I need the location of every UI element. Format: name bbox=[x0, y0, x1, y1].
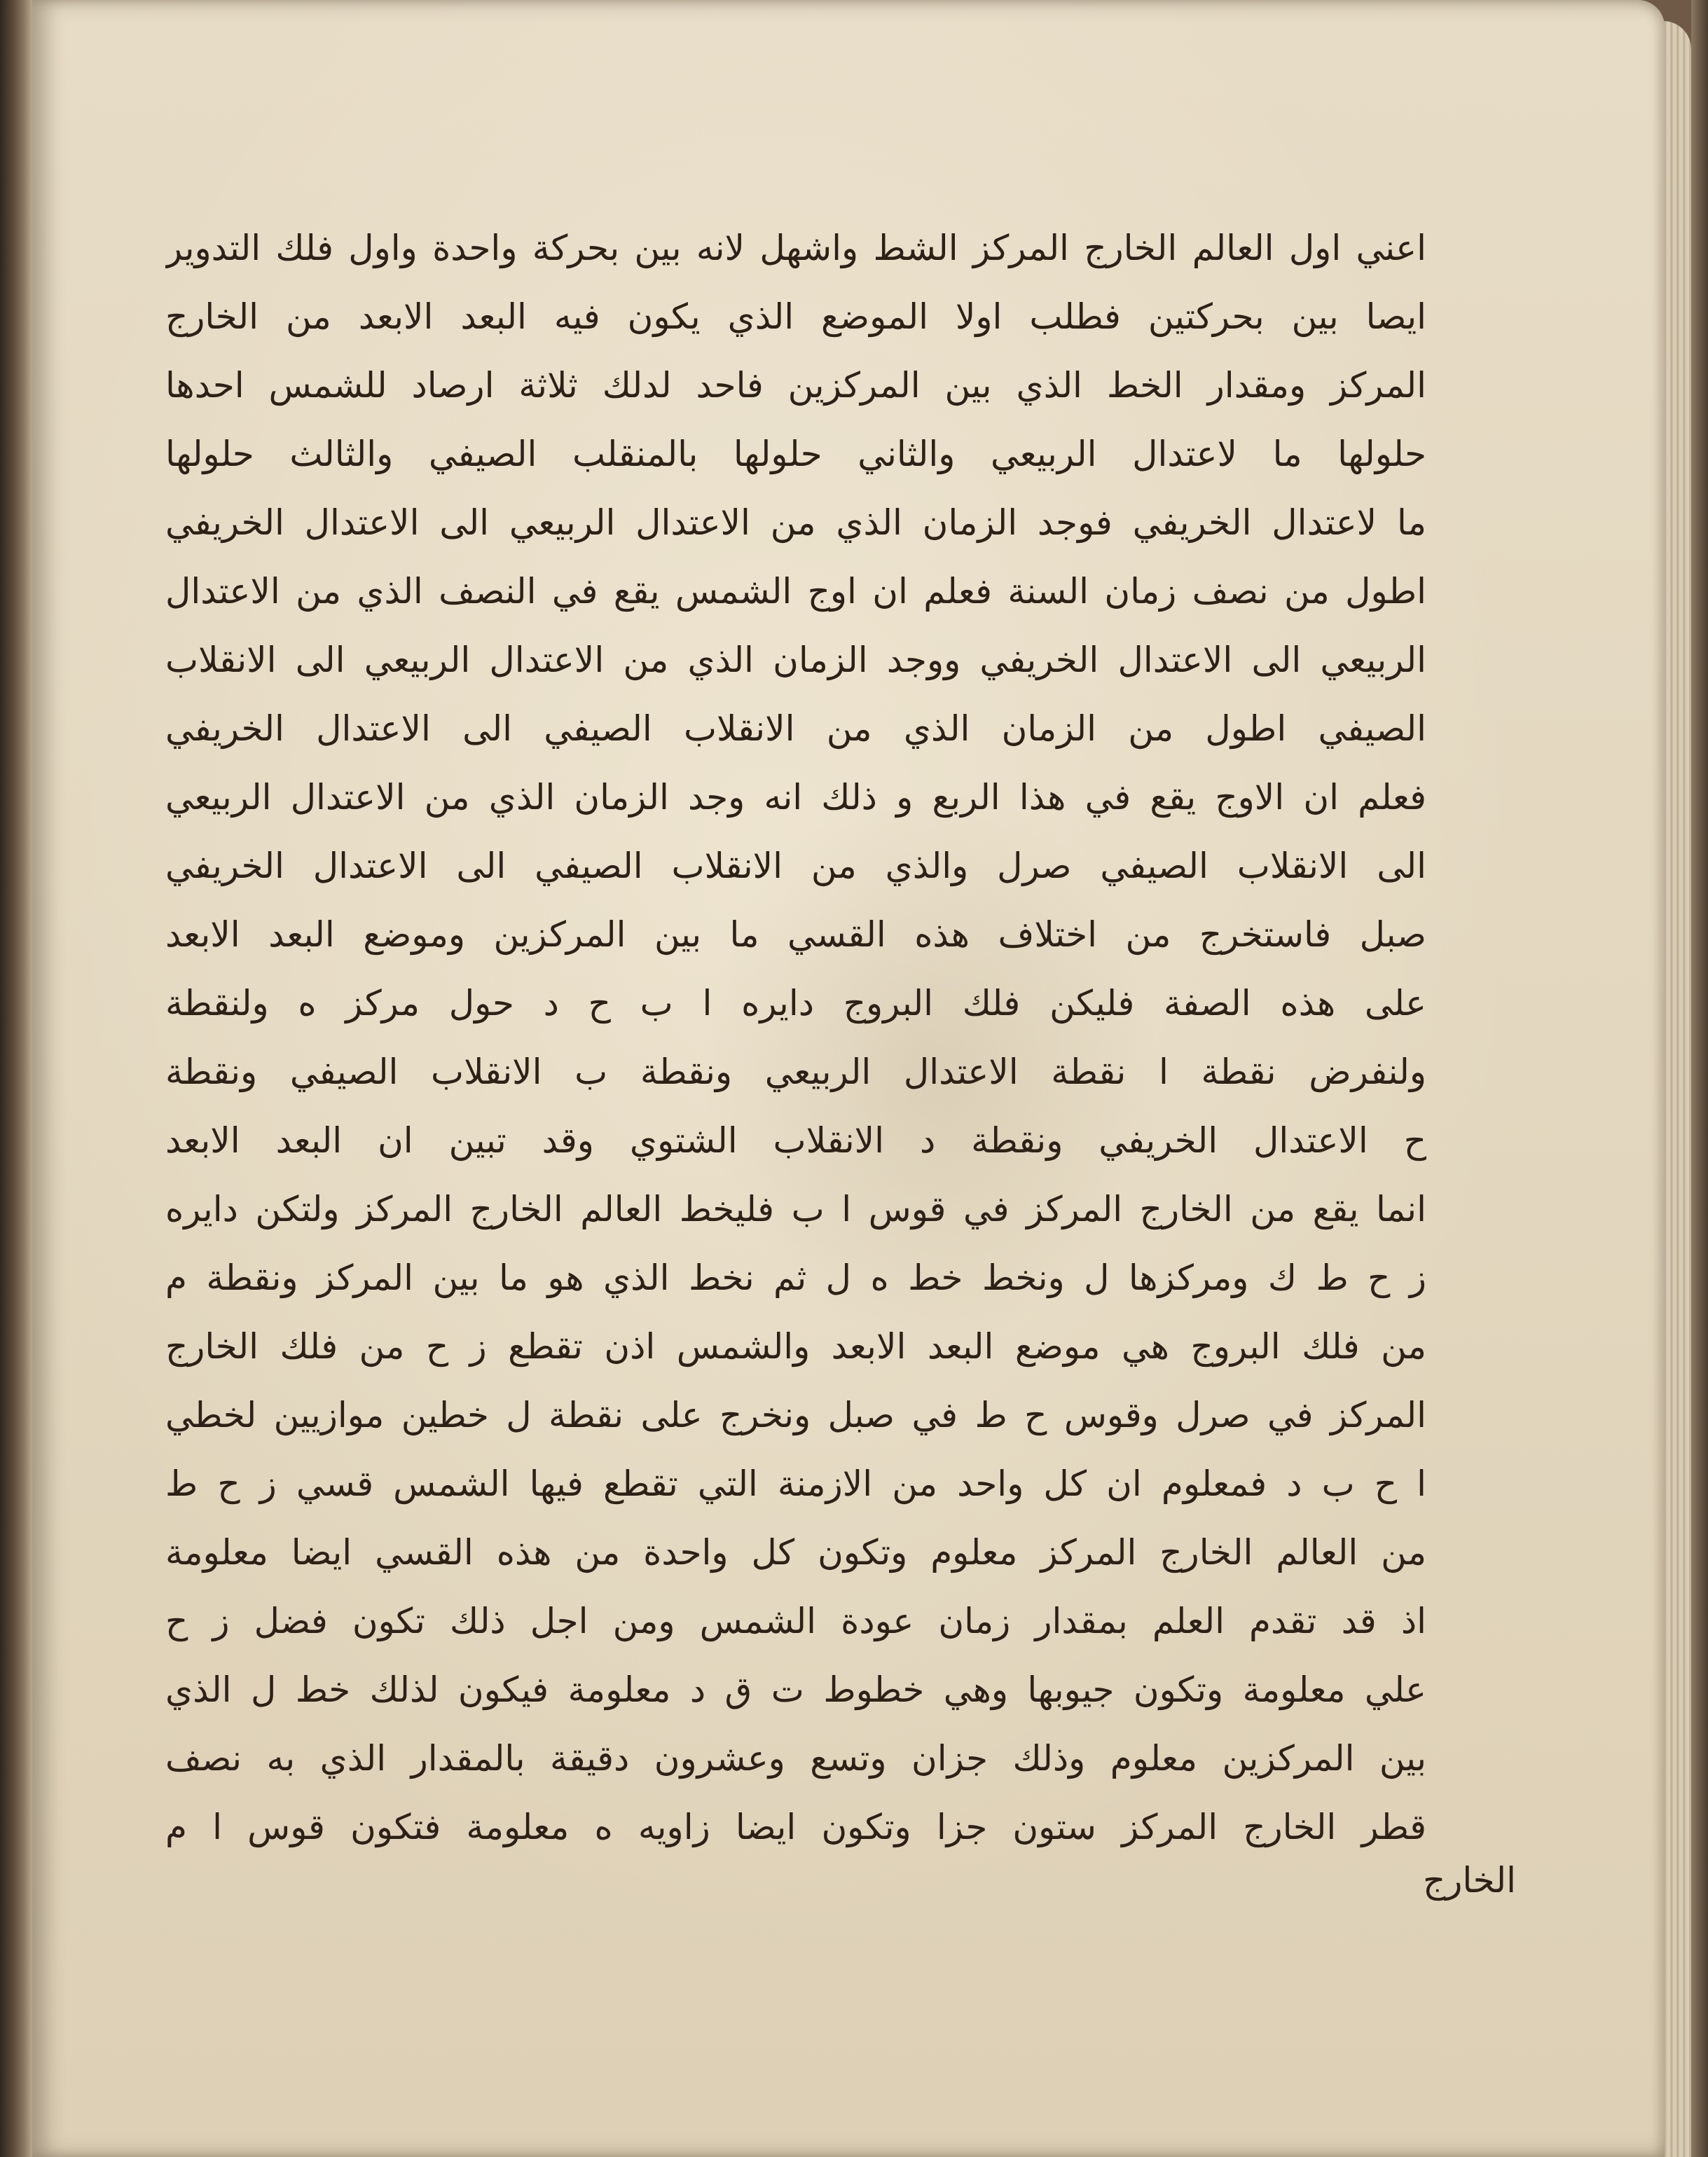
margin-note: الخارج bbox=[1423, 1860, 1517, 1901]
manuscript-line-5: ما لاعتدال الخريفي فوجد الزمان الذي من الاعتدال الربيعي الى الاعتدال الخريفي bbox=[165, 502, 1426, 543]
cover-board-edge bbox=[1691, 0, 1708, 2157]
manuscript-line-9: فعلم ان الاوج يقع في هذا الربع و ذلك انه وجد الزمان الذي من الاعتدال الربيعي bbox=[165, 777, 1426, 818]
manuscript-line-23: بين المركزين معلوم وذلك جزان وتسع وعشرون دقيقة بالمقدار الذي به نصف bbox=[165, 1738, 1426, 1779]
manuscript-line-12: على هذه الصفة فليكن فلك البروج دايره ا ب ح د حول مركز ه ولنقطة bbox=[165, 983, 1426, 1024]
manuscript-line-24: قطر الخارج المركز ستون جزا وتكون ايضا زاويه ه معلومة فتكون قوس ا م bbox=[165, 1807, 1426, 1847]
manuscript-line-3: المركز ومقدار الخط الذي بين المركزين فاحد لدلك ثلاثة ارصاد للشمس احدها bbox=[165, 365, 1426, 406]
manuscript-line-8: الصيفي اطول من الزمان الذي من الانقلاب الصيفي الى الاعتدال الخريفي bbox=[165, 708, 1426, 749]
book-spine bbox=[0, 0, 32, 2157]
manuscript-line-22: علي معلومة وتكون جيوبها وهي خطوط ت ق د معلومة فيكون لذلك خط ل الذي bbox=[165, 1669, 1426, 1710]
manuscript-line-6: اطول من نصف زمان السنة فعلم ان اوج الشمس يقع في النصف الذي من الاعتدال bbox=[165, 571, 1426, 612]
manuscript-line-19: ا ح ب د فمعلوم ان كل واحد من الازمنة التي تقطع فيها الشمس قسي ز ح ط bbox=[165, 1463, 1426, 1504]
manuscript-line-13: ولنفرض نقطة ا نقطة الاعتدال الربيعي ونقطة ب الانقلاب الصيفي ونقطة bbox=[165, 1052, 1426, 1092]
manuscript-line-21: اذ قد تقدم العلم بمقدار زمان عودة الشمس ومن اجل ذلك تكون فضل ز ح bbox=[165, 1601, 1426, 1641]
manuscript-line-20: من العالم الخارج المركز معلوم وتكون كل واحدة من هذه القسي ايضا معلومة bbox=[165, 1532, 1426, 1573]
manuscript-line-2: ايصا بين بحركتين فطلب اولا الموضع الذي يكون فيه البعد الابعد من الخارج bbox=[165, 296, 1426, 337]
manuscript-line-10: الى الانقلاب الصيفي صرل والذي من الانقلاب الصيفي الى الاعتدال الخريفي bbox=[165, 846, 1426, 886]
manuscript-line-7: الربيعي الى الاعتدال الخريفي ووجد الزمان الذي من الاعتدال الربيعي الى الانقلاب bbox=[165, 640, 1426, 680]
manuscript-line-11: صبل فاستخرج من اختلاف هذه القسي ما بين المركزين وموضع البعد الابعد bbox=[165, 914, 1426, 955]
manuscript-line-18: المركز في صرل وقوس ح ط في صبل ونخرج على نقطة ل خطين موازيين لخطي bbox=[165, 1395, 1426, 1435]
manuscript-line-15: انما يقع من الخارج المركز في قوس ا ب فليخط العالم الخارج المركز ولتكن دايره bbox=[165, 1189, 1426, 1229]
manuscript-line-4: حلولها ما لاعتدال الربيعي والثاني حلولها بالمنقلب الصيفي والثالث حلولها bbox=[165, 434, 1426, 474]
manuscript-line-17: من فلك البروج هي موضع البعد الابعد والشمس اذن تقطع ز ح من فلك الخارج bbox=[165, 1326, 1426, 1367]
manuscript-line-16: ز ح ط ك ومركزها ل ونخط خط ه ل ثم نخط الذي هو ما بين المركز ونقطة م bbox=[165, 1257, 1426, 1298]
manuscript-line-14: ح الاعتدال الخريفي ونقطة د الانقلاب الشتوي وقد تبين ان البعد الابعد bbox=[165, 1120, 1426, 1161]
manuscript-line-1: اعني اول العالم الخارج المركز الشط واشهل لانه بين بحركة واحدة واول فلك التدوير bbox=[165, 228, 1426, 268]
manuscript-text-block bbox=[165, 214, 1426, 1937]
manuscript-page bbox=[32, 0, 1665, 2157]
